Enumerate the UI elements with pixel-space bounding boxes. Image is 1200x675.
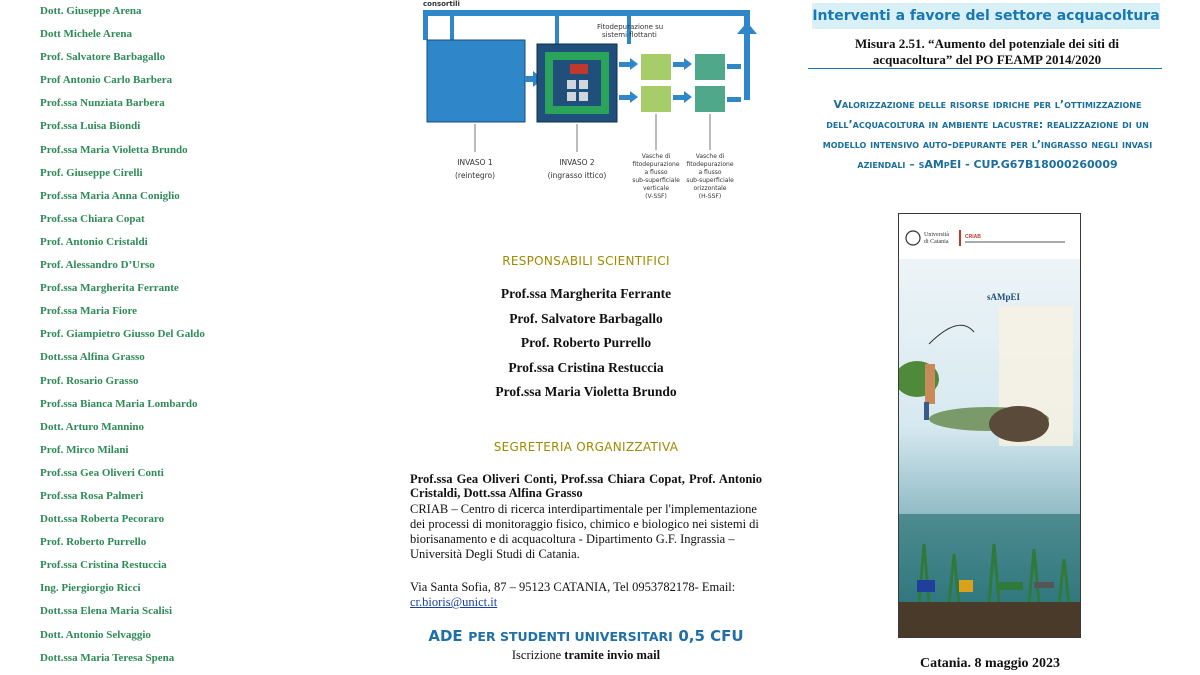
committee-member: Dott.ssa Roberta Pecoraro [40, 513, 165, 526]
responsabile-name: Prof. Roberto Purrello [520, 335, 652, 351]
responsabile-name: Prof.ssa Maria Violetta Brundo [495, 384, 677, 400]
committee-member: Prof.ssa Chiara Copat [40, 212, 145, 225]
vssf-tank-1 [641, 54, 671, 80]
committee-member: Prof. Giuseppe Cirelli [40, 166, 143, 179]
fish-cell [567, 92, 576, 101]
vasche-caption-line: sub-superficiale [632, 177, 680, 184]
committee-member: Prof.ssa Rosa Palmeri [40, 489, 144, 502]
vasche-caption-line: (V-SSF) [645, 193, 667, 200]
misura-title [812, 36, 1162, 68]
segreteria-names: Prof.ssa Gea Oliveri Conti, Prof.ssa Chiara Copat, Prof. Antonio Cristaldi, Dott.ssa Alfina Grasso [410, 472, 762, 500]
ade-students: PER STUDENTI UNIVERSITARI [468, 629, 673, 644]
hssf-tank-1 [695, 54, 725, 80]
committee-member: Prof Antonio Carlo Barbera [40, 74, 173, 87]
arrow-to-hssf-head [684, 58, 692, 70]
arrow-out [727, 64, 741, 69]
committee-member: Dott.ssa Maria Teresa Spena [40, 651, 175, 664]
criab-subtitle-line [965, 241, 1065, 243]
ade-label: ADE [428, 627, 463, 645]
committee-member: Dott. Arturo Mannino [40, 420, 144, 433]
invaso2-title: INVASO 2 [559, 158, 595, 167]
invaso-1-tank [427, 40, 525, 122]
registration-method: tramite invio mail [564, 648, 661, 662]
committee-member: Prof. Alessandro D’Urso [40, 259, 155, 272]
arrow-out-2 [727, 97, 741, 102]
vasche-caption-line: a flusso [698, 169, 722, 176]
return-arrow [737, 22, 757, 34]
divider [808, 68, 1162, 69]
committee-member: Prof. Salvatore Barbagallo [40, 51, 166, 64]
committee-member: Dott. Giuseppe Arena [40, 5, 142, 17]
pipe-to-invaso2 [555, 16, 559, 44]
feamp-logo [1034, 582, 1054, 588]
arrow-to-hssf-2-head [684, 91, 692, 103]
committee-member: Prof.ssa Maria Violetta Brundo [40, 143, 188, 156]
committee-member: Dott. Antonio Selvaggio [40, 628, 151, 641]
vasche-caption-line: fitodepurazione [632, 161, 680, 168]
event-date: Catania. 8 maggio 2023 [920, 656, 1060, 671]
inlet-pipe [423, 10, 428, 40]
top-pipe [423, 10, 750, 16]
vasche-caption-line: Vasche di [695, 153, 725, 160]
invaso2-sub: (ingrasso ittico) [547, 171, 607, 180]
responsabile-name: Prof.ssa Cristina Restuccia [508, 359, 664, 375]
vasche-caption-line: verticale [642, 185, 670, 192]
arrow-to-hssf-2 [673, 95, 685, 100]
fisherman [925, 364, 935, 404]
committee-list [40, 2, 400, 672]
vasche-caption-line: orizzontale [693, 185, 727, 192]
committee-member: Prof.ssa Maria Anna Coniglio [40, 189, 180, 202]
committee-member: Prof. Giampietro Giusso Del Galdo [40, 328, 205, 341]
arrow-to-vssf [619, 62, 631, 67]
vasche-caption-line: Vasche di [641, 153, 671, 160]
committee-member: Prof. Mirco Milani [40, 443, 129, 456]
committee-member: Prof.ssa Margherita Ferrante [40, 282, 179, 295]
fisherman-legs [924, 402, 929, 420]
committee-member: Prof.ssa Maria Fiore [40, 305, 138, 318]
ade-credits [410, 626, 762, 645]
invaso1-title: INVASO 1 [457, 158, 493, 167]
fish-cell [579, 92, 588, 101]
sicily-logo [959, 580, 973, 592]
mipaaf-logo [999, 582, 1023, 590]
inlet-pipe-2 [450, 16, 454, 40]
misura-line-2: acquacoltura” del PO FEAMP 2014/2020 [872, 52, 1102, 67]
registration-prefix: Iscrizione [511, 648, 562, 662]
committee-member: Ing. Piergiorgio Ricci [40, 582, 141, 595]
arrow-to-vssf-2 [619, 95, 631, 100]
responsabili-list [410, 284, 762, 407]
criab-divider [959, 230, 961, 246]
committee-member: Prof.ssa Nunziata Barbera [40, 97, 165, 110]
fito-label-2: sistemi flottanti [602, 31, 657, 39]
vssf-tank-2 [641, 86, 671, 112]
arrow-to-vssf-2-head [630, 91, 638, 103]
soil [899, 602, 1081, 638]
hssf-tank-2 [695, 86, 725, 112]
ade-cfu: 0,5 CFU [678, 627, 744, 645]
eu-flag-logo [917, 580, 935, 592]
arrow-to-vssf-head [630, 58, 638, 70]
arrow-to-hssf [673, 62, 685, 67]
project-title: Valorizzazione delle risorse idriche per l’ottimizzazione dell’acquacoltura in ambiente lacustre: realizzazione di un modello intensivo auto-depurante per l’ingrasso negli invasi aziendali – sAMpEI - CUP.G67B18000260009 [822, 98, 1153, 171]
committee-member: Dott.ssa Alfina Grasso [40, 351, 145, 364]
vasche-caption-line: fitodepurazione [686, 161, 734, 168]
project-poster-image [898, 213, 1081, 638]
hssf-caption [686, 153, 734, 200]
poster-univ-2: di Catania [924, 239, 949, 245]
responsabile-name: Prof.ssa Margherita Ferrante [500, 286, 672, 301]
vasche-caption-line: (H-SSF) [698, 193, 722, 200]
fish-cell [567, 80, 576, 89]
committee-member: Dott Michele Arena [40, 28, 133, 41]
vasche-caption-line: sub-superficiale [686, 177, 734, 184]
poster-univ-1: Università [924, 232, 949, 238]
section-banner: Interventi a favore del settore acquacoltura [812, 3, 1160, 29]
committee-member: Prof.ssa Bianca Maria Lombardo [40, 397, 198, 410]
segreteria-address [410, 580, 762, 610]
committee-member: Prof.ssa Luisa Biondi [40, 120, 141, 133]
vasche-caption-line: a flusso [644, 169, 668, 176]
registration-note [410, 648, 762, 663]
committee-member: Prof.ssa Cristina Restuccia [40, 559, 167, 572]
fish-cell [579, 80, 588, 89]
consortili-label: consortili [423, 0, 460, 8]
segreteria-heading: SEGRETERIA ORGANIZZATIVA [493, 440, 679, 454]
fito-tag [570, 64, 588, 74]
committee-member: Prof. Antonio Cristaldi [40, 235, 148, 248]
committee-member: Prof. Rosario Grasso [40, 374, 139, 387]
fito-label-1: Fitodepurazione su [597, 23, 664, 31]
poster-title: sAMpEI [987, 292, 1021, 302]
vssf-caption [632, 153, 680, 200]
email-link[interactable]: cr.bioris@unict.it [410, 595, 498, 609]
committee-member: Prof. Roberto Purrello [40, 536, 147, 549]
responsabili-heading: RESPONSABILI SCIENTIFICI [502, 254, 670, 268]
fish [989, 406, 1049, 442]
responsabile-name: Prof. Salvatore Barbagallo [509, 310, 663, 326]
misura-line-1: Misura 2.51. “Aumento del potenziale dei siti di [855, 36, 1119, 51]
committee-member: Dott.ssa Elena Maria Scalisi [40, 605, 172, 618]
address-text: Via Santa Sofia, 87 – 95123 CATANIA, Tel 0953782178- Email: [410, 580, 736, 594]
invaso1-sub: (reintegro) [454, 171, 496, 180]
segreteria-description: CRIAB – Centro di ricerca interdipartimentale per l'implementazione dei processi di monitoraggio fisico, chimico e biologico nei sistemi di biorisanamento e di acquacoltura - Dipartimento G.F. Ingrassia – Università Degli Studi di Catania. [410, 502, 759, 561]
aquaculture-flow-diagram [405, 0, 765, 210]
committee-member: Prof.ssa Gea Oliveri Conti [40, 466, 164, 479]
poster-illustration [899, 214, 1081, 638]
poster-criab: CRIAB [965, 234, 981, 240]
